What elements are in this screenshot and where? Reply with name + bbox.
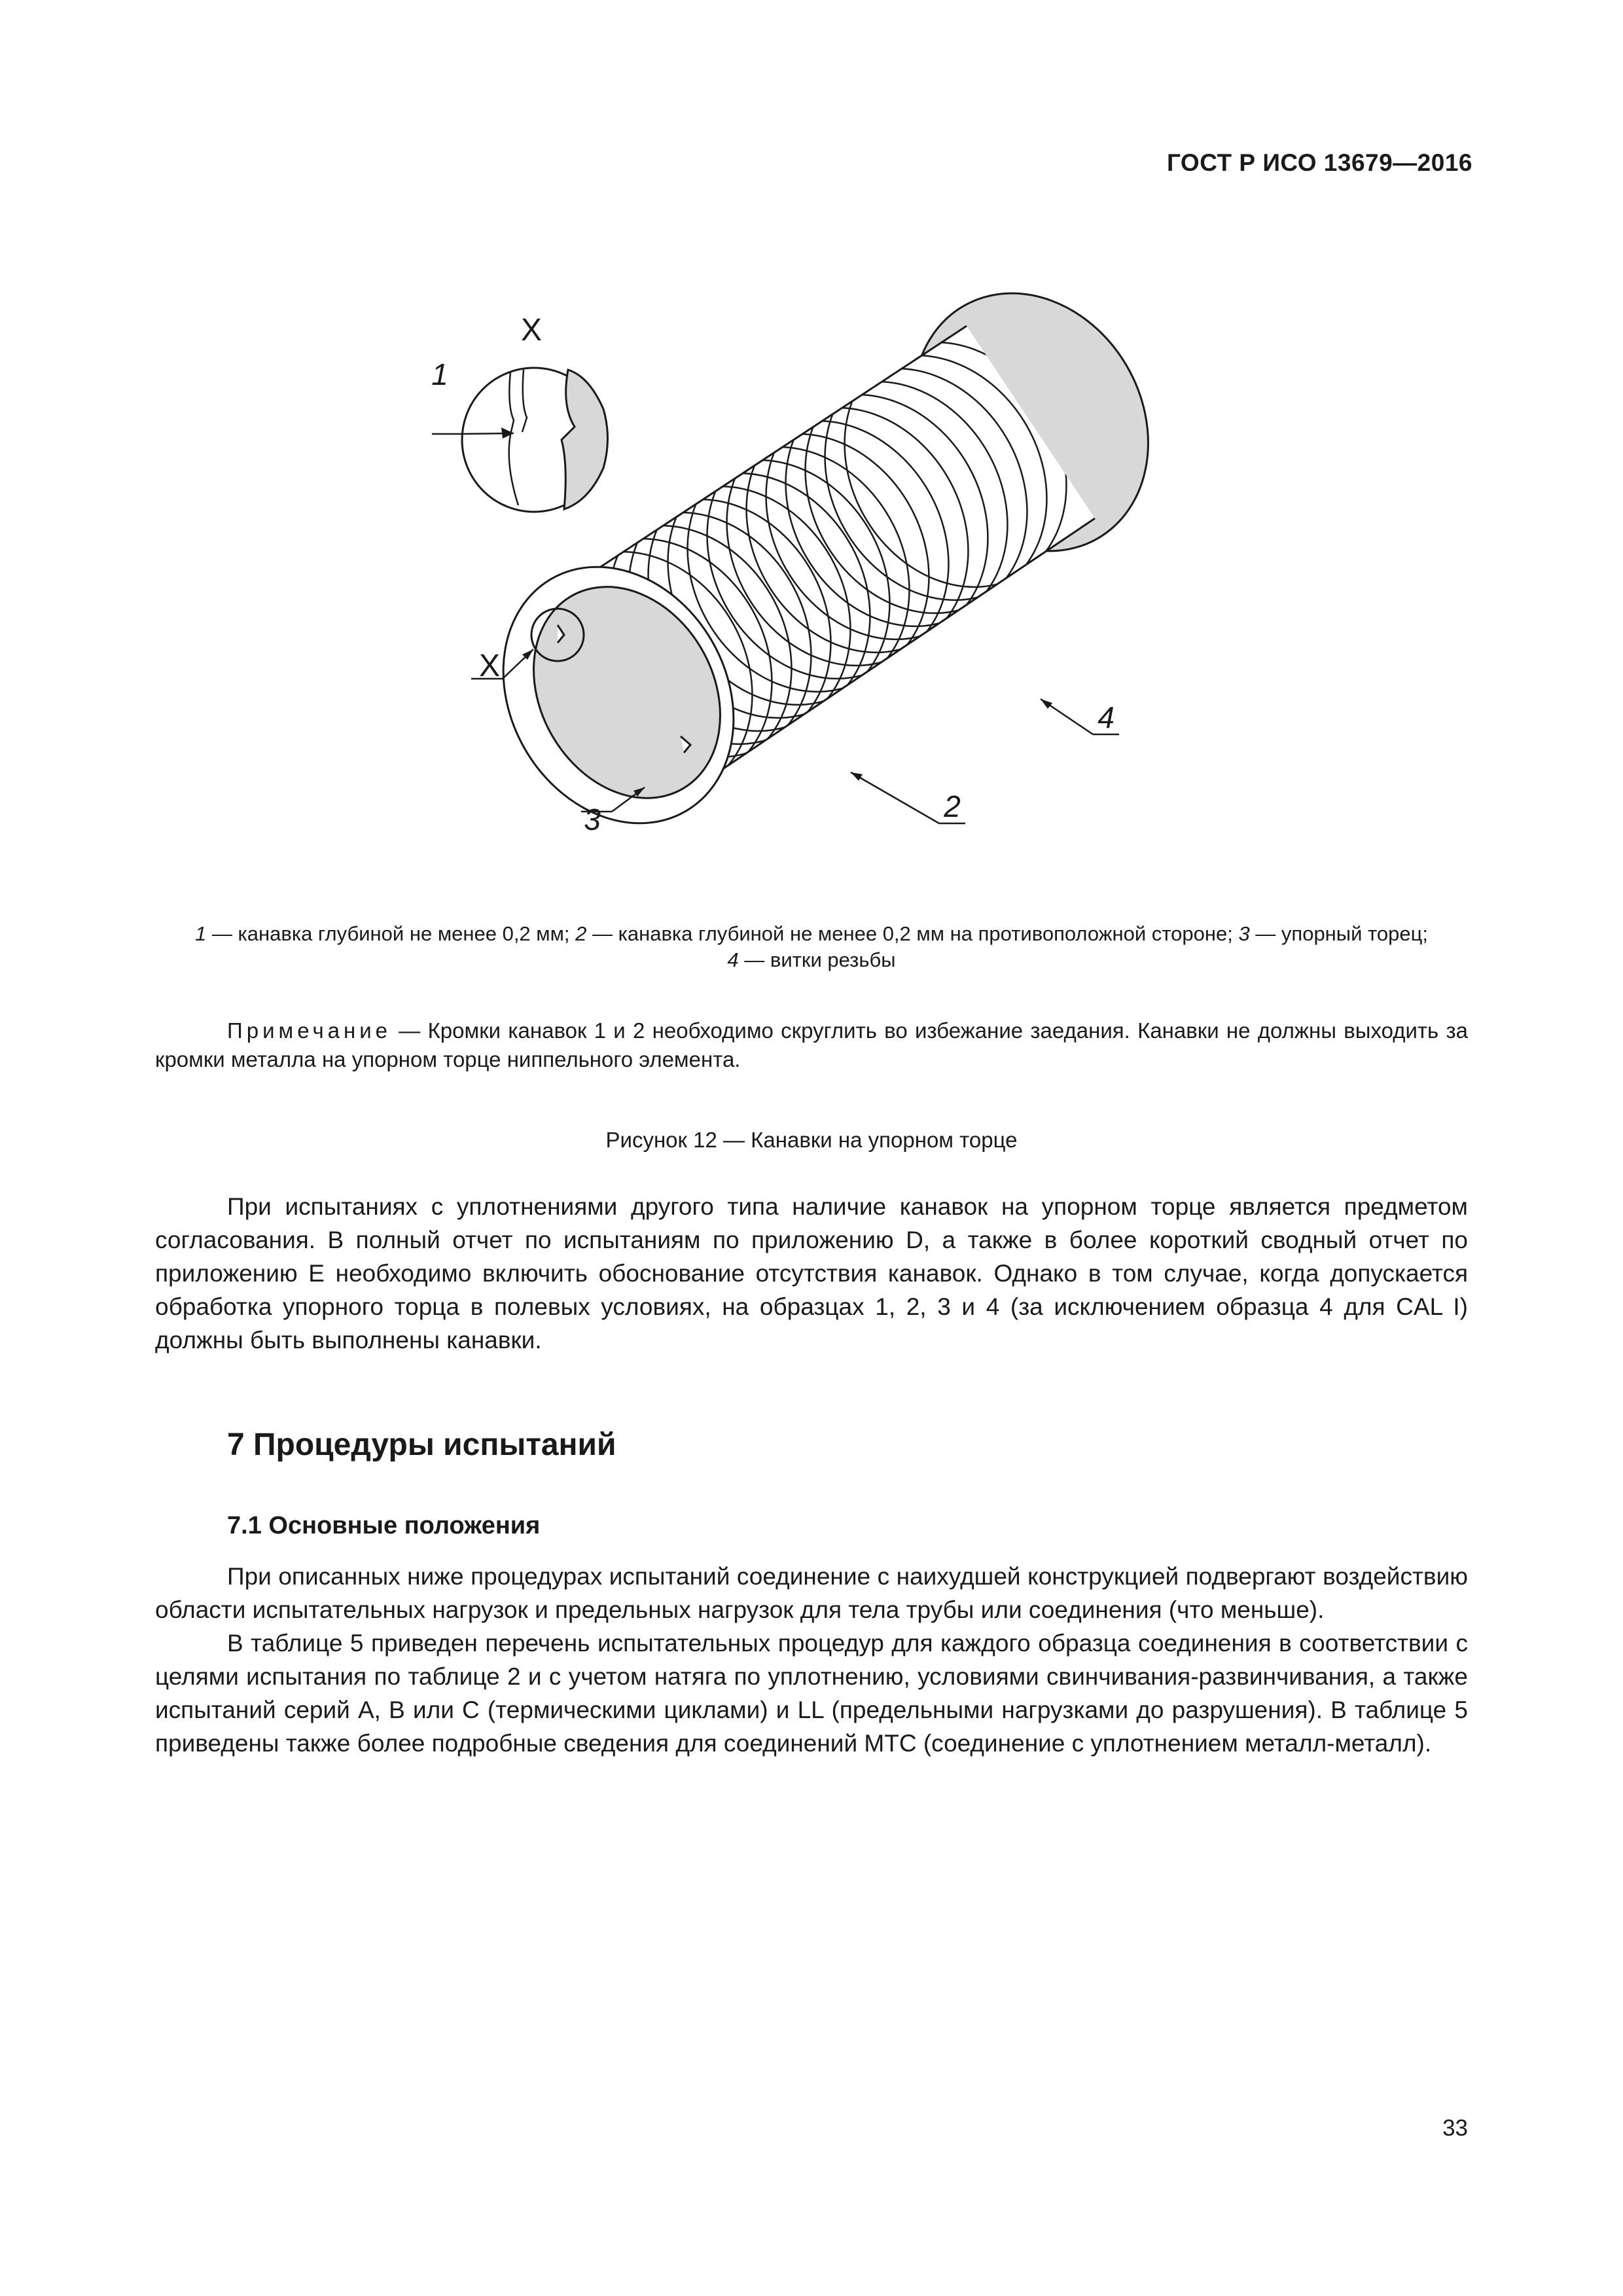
paragraph-text: При описанных ниже процедурах испытаний соединение с наихудшей конструкцией подвергают воздействию области испытательных нагрузок и предельных нагрузок для тела трубы или соединения (что меньше).	[155, 1563, 1468, 1623]
legend-text-3: — упорный торец;	[1249, 922, 1428, 945]
figure-note	[155, 1016, 1468, 1074]
pipe-body	[458, 250, 1194, 865]
section-heading: 7 Процедуры испытаний	[227, 1427, 616, 1462]
paragraph	[155, 1190, 1468, 1357]
threaded-pipe-end-drawing	[393, 249, 1243, 877]
subsection-heading: 7.1 Основные положения	[227, 1512, 541, 1539]
label-x-top: X	[520, 313, 543, 348]
paragraph-text: При испытаниях с уплотнениями другого типа наличие канавок на упорном торце является предметом согласования. В полный отчет по испытаниям по приложению D, а также в более короткий сводный отчет по приложению E необходимо включить обоснование отсутствия канавок. Однако в том случае, когда допускается обработка упорного торца в полевых условиях, на образцах 1, 2, 3 и 4 (за исключением образца 4 для CAL I) должны быть выполнены канавки.	[155, 1193, 1468, 1354]
document-header: ГОСТ Р ИСО 13679—2016	[1166, 149, 1472, 176]
detail-x-magnifier	[462, 368, 608, 512]
legend-text-2: — канавка глубиной не менее 0,2 мм на противоположной стороне;	[586, 922, 1239, 945]
legend-num-4: 4	[727, 948, 739, 971]
paragraph-group	[155, 1560, 1468, 1760]
note-text: — Кромки канавок 1 и 2 необходимо скруглить во избежание заедания. Канавки не должны выходить за кромки металла на упорном торце ниппельного элемента.	[155, 1018, 1468, 1071]
label-4: 4	[1097, 700, 1115, 734]
note-label: Примечание	[227, 1018, 392, 1043]
paragraph-text: В таблице 5 приведен перечень испытательных процедур для каждого образца соединения в соответствии с целями испытания по таблице 2 и с учетом натяга по уплотнению, условиями свинчивания-развинчивания, а также испытаний серий A, B или C (термическими циклами) и LL (предельными нагрузками до разрушения). В таблице 5 приведены также более подробные сведения для соединений MTC (соединение с уплотнением металл-металл).	[155, 1630, 1468, 1757]
legend-num-3: 3	[1238, 922, 1250, 945]
legend-text-1: — канавка глубиной не менее 0,2 мм;	[206, 922, 576, 945]
label-3: 3	[584, 802, 601, 836]
page-number: 33	[1442, 2115, 1468, 2141]
figure-legend	[155, 921, 1468, 973]
label-2: 2	[944, 789, 961, 823]
label-1: 1	[431, 357, 448, 391]
label-x-bottom: X	[478, 649, 501, 683]
legend-num-1: 1	[195, 922, 207, 945]
legend-text-4: — витки резьбы	[738, 948, 896, 971]
figure-caption: Рисунок 12 — Канавки на упорном торце	[605, 1128, 1018, 1152]
legend-num-2: 2	[575, 922, 587, 945]
